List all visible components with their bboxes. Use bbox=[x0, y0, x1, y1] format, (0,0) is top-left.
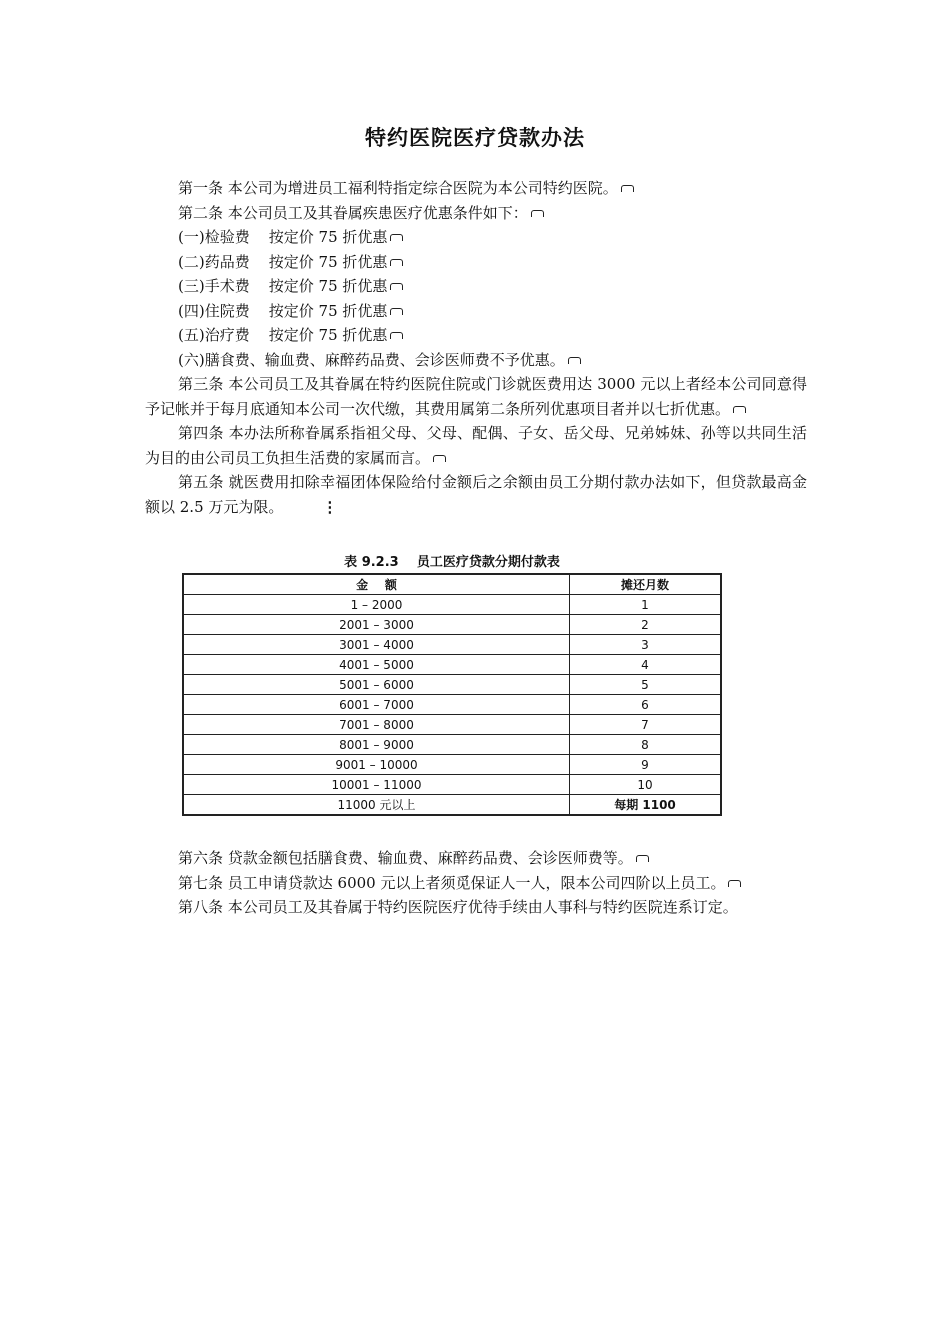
amount-cell: 1 – 2000 bbox=[183, 595, 570, 615]
amount-cell: 11000 元以上 bbox=[183, 795, 570, 816]
months-cell: 5 bbox=[570, 675, 722, 695]
body-text-top bbox=[145, 176, 807, 519]
amount-cell: 9001 – 10000 bbox=[183, 755, 570, 775]
months-cell: 6 bbox=[570, 695, 722, 715]
months-cell: 1 bbox=[570, 595, 722, 615]
table-row bbox=[183, 755, 721, 775]
article-4-text: 第四条 本办法所称眷属系指祖父母、父母、配偶、子女、岳父母、兄弟姊妹、孙等以共同生活为目的由公司员工负担生活费的家属而言。 bbox=[145, 424, 807, 467]
article-3 bbox=[145, 372, 807, 421]
item-3-text: (三)手术费 按定价 75 折优惠 bbox=[178, 277, 388, 295]
amount-cell: 8001 – 9000 bbox=[183, 735, 570, 755]
table-row bbox=[183, 655, 721, 675]
document-title: 特约医院医疗贷款办法 bbox=[365, 126, 585, 150]
table-row bbox=[183, 775, 721, 795]
table-row bbox=[183, 635, 721, 655]
months-cell: 10 bbox=[570, 775, 722, 795]
item-4-text: (四)住院费 按定价 75 折优惠 bbox=[178, 301, 388, 320]
article-1-text: 第一条 本公司为增进员工福利特指定综合医院为本公司特约医院。 bbox=[178, 179, 618, 197]
return-mark-icon bbox=[621, 185, 634, 192]
table-row bbox=[183, 615, 721, 635]
months-cell: 7 bbox=[570, 715, 722, 735]
ellipsis-mark-icon: ⋮ bbox=[322, 497, 338, 516]
item-5 bbox=[145, 323, 807, 348]
return-mark-icon bbox=[636, 855, 649, 862]
months-cell: 3 bbox=[570, 635, 722, 655]
amount-cell: 4001 – 5000 bbox=[183, 655, 570, 675]
item-2-text: (二)药品费 按定价 75 折优惠 bbox=[178, 252, 388, 271]
article-7 bbox=[145, 871, 807, 896]
table-row bbox=[183, 715, 721, 735]
item-1-text: (一)检验费 按定价 75 折优惠 bbox=[178, 228, 388, 246]
amount-cell: 2001 – 3000 bbox=[183, 615, 570, 635]
return-mark-icon bbox=[390, 308, 403, 315]
amount-cell: 10001 – 11000 bbox=[183, 775, 570, 795]
article-5 bbox=[145, 470, 807, 519]
months-cell: 9 bbox=[570, 755, 722, 775]
return-mark-icon bbox=[390, 234, 403, 241]
item-6-text: (六)膳食费、输血费、麻醉药品费、会诊医师费不予优惠。 bbox=[178, 350, 565, 369]
item-1 bbox=[145, 225, 807, 250]
body-text-bottom bbox=[145, 846, 807, 920]
amount-cell: 7001 – 8000 bbox=[183, 715, 570, 735]
return-mark-icon bbox=[390, 283, 403, 290]
return-mark-icon bbox=[531, 210, 544, 217]
header-amount: 金 额 bbox=[183, 574, 570, 595]
amount-cell: 6001 – 7000 bbox=[183, 695, 570, 715]
table-row bbox=[183, 795, 721, 816]
article-8 bbox=[145, 895, 807, 920]
amount-cell: 5001 – 6000 bbox=[183, 675, 570, 695]
installment-table bbox=[182, 573, 722, 816]
article-6-text: 第六条 贷款金额包括膳食费、输血费、麻醉药品费、会诊医师费等。 bbox=[178, 849, 633, 867]
article-3-text: 第三条 本公司员工及其眷属在特约医院住院或门诊就医费用达 3000 元以上者经本公司同意得予记帐并于每月底通知本公司一次代缴，其费用属第二条所列优惠项目者并以七折优惠。 bbox=[145, 375, 807, 418]
table-header-row bbox=[183, 574, 721, 595]
article-7-text: 第七条 员工申请贷款达 6000 元以上者须觅保证人一人，限本公司四阶以上员工。 bbox=[178, 873, 726, 892]
months-cell: 4 bbox=[570, 655, 722, 675]
item-6 bbox=[145, 348, 807, 373]
item-2 bbox=[145, 250, 807, 275]
item-4 bbox=[145, 299, 807, 324]
table-row bbox=[183, 735, 721, 755]
item-3 bbox=[145, 274, 807, 299]
return-mark-icon bbox=[390, 332, 403, 339]
amount-cell: 3001 – 4000 bbox=[183, 635, 570, 655]
months-cell: 8 bbox=[570, 735, 722, 755]
return-mark-icon bbox=[568, 357, 581, 364]
item-5-text: (五)治疗费 按定价 75 折优惠 bbox=[178, 326, 388, 344]
article-1 bbox=[145, 176, 807, 201]
table-row bbox=[183, 675, 721, 695]
header-months: 摊还月数 bbox=[570, 574, 722, 595]
article-6 bbox=[145, 846, 807, 871]
article-8-text: 第八条 本公司员工及其眷属于特约医院医疗优待手续由人事科与特约医院连系订定。 bbox=[178, 898, 738, 916]
table-row bbox=[183, 695, 721, 715]
return-mark-icon bbox=[733, 406, 746, 413]
table-row bbox=[183, 595, 721, 615]
return-mark-icon bbox=[728, 880, 741, 887]
months-cell: 2 bbox=[570, 615, 722, 635]
months-cell: 每期 1100 bbox=[570, 795, 722, 816]
table-caption: 表 9.2.3 员工医疗贷款分期付款表 bbox=[344, 555, 560, 570]
article-5-text: 第五条 就医费用扣除幸福团体保险给付金额后之余额由员工分期付款办法如下，但贷款最高金额以 2.5 万元为限。 bbox=[145, 473, 807, 516]
return-mark-icon bbox=[390, 259, 403, 266]
article-2 bbox=[145, 201, 807, 226]
article-4 bbox=[145, 421, 807, 470]
article-2-text: 第二条 本公司员工及其眷属疾患医疗优惠条件如下： bbox=[178, 203, 528, 222]
return-mark-icon bbox=[433, 455, 446, 462]
